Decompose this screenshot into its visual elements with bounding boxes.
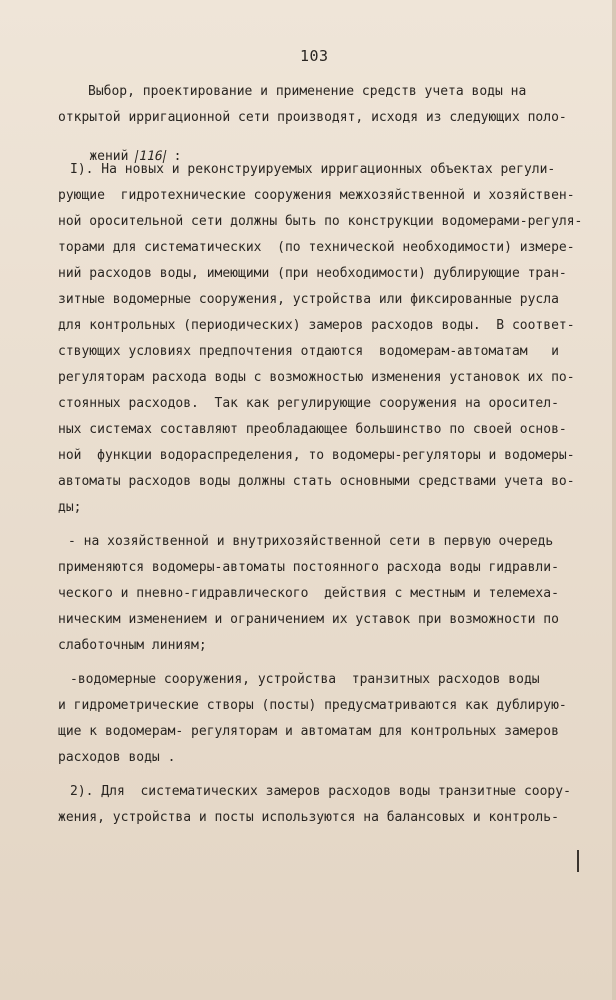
text-line: ды; (58, 500, 82, 515)
text-line: слаботочным линиям; (58, 638, 207, 653)
text-line: открытой ирригационной сети производят, исходя из следующих поло- (58, 110, 567, 125)
text-fragment: жений (89, 149, 137, 164)
text-line: щие к водомерам- регуляторам и автоматам для контрольных замеров (58, 724, 559, 739)
text-line: ническим изменением и ограничением их уставок при возможности по (58, 612, 559, 627)
text-line: регуляторам расхода воды с возможностью изменения установок их по- (58, 370, 575, 385)
text-line: Выбор, проектирование и применение средств учета воды на (88, 84, 527, 99)
text-line: 2). Для систематических замеров расходов воды транзитные соору- (70, 784, 571, 799)
text-line: ной функции водораспределения, то водомеры-регуляторы и водомеры- (58, 448, 575, 463)
text-line: рующие гидротехнические сооружения межхозяйственной и хозяйствен- (58, 188, 575, 203)
text-line: ствующих условиях предпочтения отдаются водомерам-автоматам и (58, 344, 559, 359)
text-line: ческого и пневно-гидравлического действия с местным и телемеха- (58, 586, 559, 601)
text-line: - на хозяйственной и внутрихозяйственной сети в первую очередь (68, 534, 554, 549)
page-number: 103 (300, 47, 329, 65)
text-line: зитные водомерные сооружения, устройства или фиксированные русла (58, 292, 559, 307)
text-line: применяются водомеры-автоматы постоянного расхода воды гидравли- (58, 560, 559, 575)
text-line: I). На новых и реконструируемых ирригационных объектах регули- (70, 162, 556, 177)
text-line: и гидрометрические створы (посты) предусматриваются как дублирую- (58, 698, 567, 713)
text-line: расходов воды . (58, 750, 176, 765)
text-line: торами для систематических (по технической необходимости) измере- (58, 240, 575, 255)
text-line: ной оросительной сети должны быть по конструкции водомерами-регуля- (58, 214, 583, 229)
text-line: стоянных расходов. Так как регулирующие сооружения на оросител- (58, 396, 559, 411)
margin-mark (577, 850, 579, 872)
text-line: -водомерные сооружения, устройства транзитных расходов воды (70, 672, 540, 687)
text-line: ных системах составляют преобладающее большинство по своей основ- (58, 422, 567, 437)
text-line: жения, устройства и посты используются на балансовых и контроль- (58, 810, 559, 825)
text-line: автоматы расходов воды должны стать основными средствами учета во- (58, 474, 575, 489)
text-line: для контрольных (периодических) замеров расходов воды. В соответ- (58, 318, 575, 333)
reference-mark: 116 (135, 150, 167, 163)
text-line: ний расходов воды, имеющими (при необходимости) дублирующие тран- (58, 266, 567, 281)
text-fragment: : (165, 149, 182, 164)
